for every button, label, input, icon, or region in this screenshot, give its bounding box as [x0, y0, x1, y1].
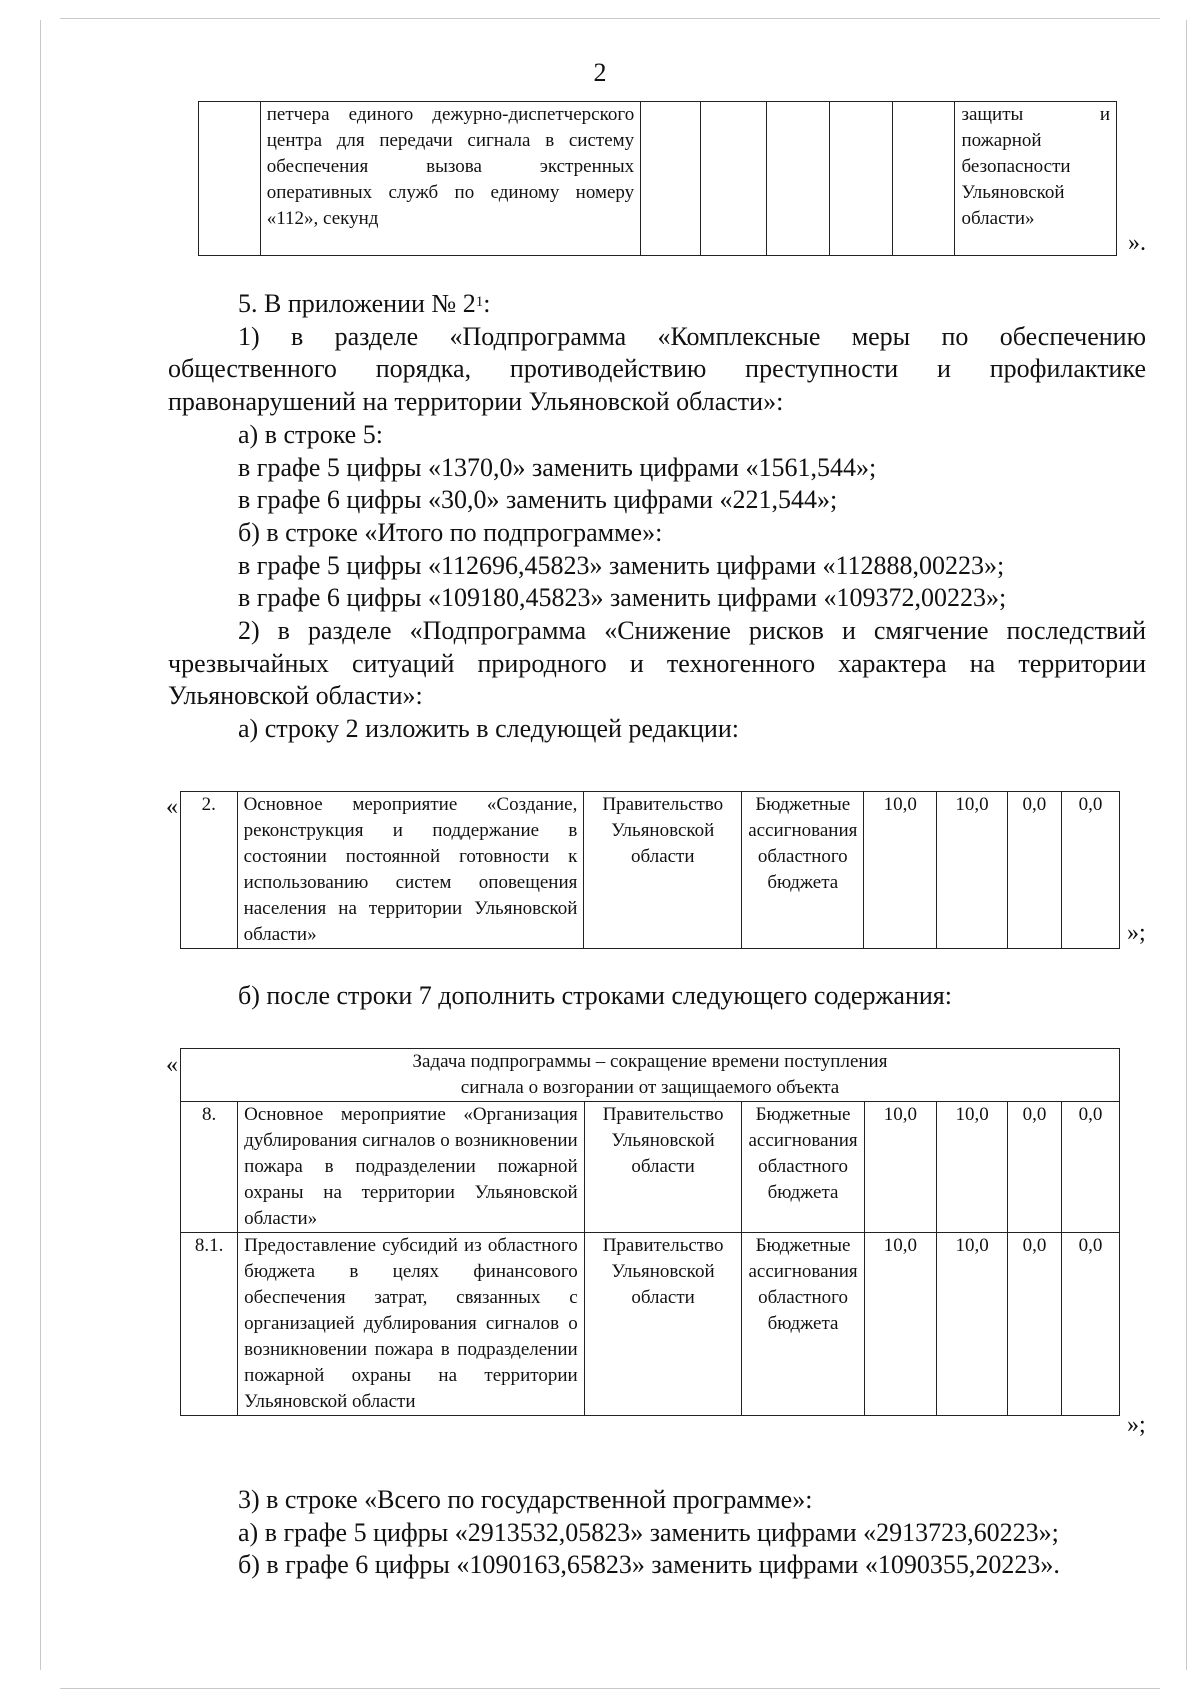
cell-year1: 10,0 [937, 1102, 1008, 1233]
cell-name: Основное мероприятие «Создание, реконструкция и поддержание в состоянии постоянной готовности к использованию систем оповещения населения на территории Ульяновской области» [237, 792, 584, 949]
paragraph-line: а) в строке 5: [238, 419, 383, 449]
cell-num: 8.1. [181, 1233, 238, 1416]
paragraph-line: б) в строке «Итого по подпрограмме»: [238, 517, 663, 547]
cell-year2: 0,0 [1007, 1102, 1061, 1233]
new-rows-table [180, 1048, 1120, 1416]
paragraph-line: 1) в разделе «Подпрограмма «Комплексные меры по обеспечению [238, 321, 1146, 351]
continuation-table [198, 101, 1117, 256]
cell-empty [766, 102, 829, 256]
paragraph-line: в графе 5 цифры «1370,0» заменить цифрами «1561,544»; [238, 452, 877, 482]
cell-total: 10,0 [864, 1233, 937, 1416]
table-row [181, 1233, 1120, 1416]
close-quote-row2: »; [1127, 920, 1146, 946]
cell-name: Предоставление субсидий из областного бюджета в целях финансового обеспечения затрат, связанных с организацией дублирования сигналов о возникновении пожара в подразделении пожарной охраны на территории Ульяновской области [238, 1233, 585, 1416]
cell-name: Основное мероприятие «Организация дублирования сигналов о возникновении пожара в подразделении пожарной охраны на территории Ульяновской области» [238, 1102, 585, 1233]
cell-executor: Правительство Ульяновской области [584, 1233, 742, 1416]
table-row-task [181, 1049, 1120, 1102]
paragraph-line: Ульяновской области»: [168, 681, 423, 711]
cell-source: Бюджетные ассигнования областного бюджета [742, 792, 864, 949]
page-number: 2 [593, 58, 607, 87]
cell-executor: Правительство Ульяновской области [584, 1102, 742, 1233]
paragraph-line: б) после строки 7 дополнить строками следующего содержания: [238, 981, 952, 1010]
paragraph-line: в графе 6 цифры «30,0» заменить цифрами «221,544»; [238, 485, 838, 515]
paragraph-line: 2) в разделе «Подпрограмма «Снижение рисков и смягчение последствий [238, 616, 1146, 646]
paragraph-line: а) строку 2 изложить в следующей редакции: [238, 714, 739, 744]
row2-table [180, 791, 1120, 949]
cell-task: Задача подпрограммы – сокращение времени поступления сигнала о возгорании от защищаемого объекта [181, 1049, 1120, 1102]
paragraph-line: а) в графе 5 цифры «2913532,05823» заменить цифрами «2913723,60223»; [238, 1517, 1059, 1547]
table-row [181, 1102, 1120, 1233]
paragraph-line: 3) в строке «Всего по государственной программе»: [238, 1485, 813, 1514]
cell-empty [700, 102, 766, 256]
paragraph-line: чрезвычайных ситуаций природного и техногенного характера на территории [168, 648, 1146, 678]
paragraph-line: общественного порядка, противодействию преступности и профилактике [168, 354, 1146, 384]
cell-total: 10,0 [864, 792, 937, 949]
text-block-3 [168, 1484, 1146, 1582]
cell-num: 8. [181, 1102, 238, 1233]
paragraph-line: б) в графе 6 цифры «1090163,65823» заменить цифрами «1090355,20223». [238, 1550, 1060, 1580]
page-border-top [60, 18, 1160, 19]
cell-year1: 10,0 [937, 1233, 1008, 1416]
cell-year3: 0,0 [1062, 1102, 1120, 1233]
cell-executor: Правительство Ульяновской области [584, 792, 742, 949]
text-block-1 [168, 288, 1146, 746]
cell-year3: 0,0 [1062, 1233, 1120, 1416]
page-border-right [1186, 20, 1187, 1670]
cell-responsible: защиты и пожарной безопасности Ульяновской области» [955, 102, 1117, 256]
paragraph-line: в графе 5 цифры «112696,45823» заменить цифрами «112888,00223»; [238, 550, 1005, 580]
close-quote-new: »; [1127, 1412, 1146, 1438]
cell-total: 10,0 [864, 1102, 937, 1233]
cell-year3: 0,0 [1061, 792, 1119, 949]
closing-quote-top: ». [1128, 230, 1146, 256]
paragraph-line: в графе 6 цифры «109180,45823» заменить цифрами «109372,00223»; [238, 583, 1007, 613]
cell-empty [641, 102, 701, 256]
section-heading: 5. В приложении № $2^1$: [238, 289, 491, 318]
table-row [199, 102, 1117, 256]
heading-superscript: 1 [475, 294, 484, 310]
cell-year2: 0,0 [1007, 1233, 1061, 1416]
text-block-2 [168, 980, 1146, 1013]
cell-indicator-name: петчера единого дежурно-диспетчерского центра для передачи сигнала в систему обеспечения вызова экстренных оперативных служб по единому номеру «112», секунд [260, 102, 640, 256]
cell-source: Бюджетные ассигнования областного бюджета [742, 1102, 864, 1233]
open-quote-row2: « [166, 794, 178, 820]
paragraph-line: правонарушений на территории Ульяновской области»: [168, 387, 784, 417]
cell-empty [892, 102, 955, 256]
cell-year1: 10,0 [937, 792, 1008, 949]
cell-empty [829, 102, 892, 256]
page-border-bottom [60, 1688, 1160, 1689]
cell-num [199, 102, 261, 256]
cell-source: Бюджетные ассигнования областного бюджета [742, 1233, 864, 1416]
open-quote-new: « [166, 1052, 178, 1078]
cell-num: 2. [181, 792, 238, 949]
cell-year2: 0,0 [1007, 792, 1061, 949]
table-row [181, 792, 1120, 949]
page-border-left [40, 20, 41, 1670]
